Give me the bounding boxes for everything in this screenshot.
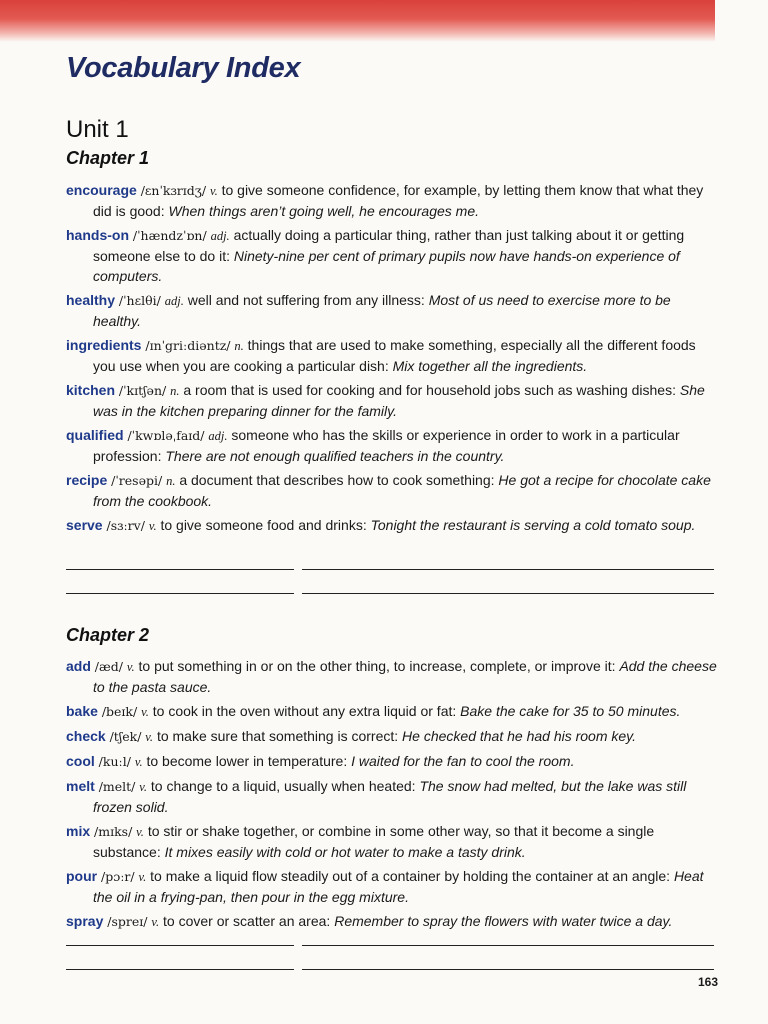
chapter-1-heading: Chapter 1 [66,148,150,168]
entry-healthy [66,290,718,331]
part-of-speech: n. [170,384,180,398]
definition: to stir or shake together, or combine in some other way, so that it become a single substance: [93,823,655,860]
example-sentence: There are not enough qualified teachers in the country. [165,448,505,464]
entry-cool [66,751,718,772]
entry-serve [66,515,718,536]
example-sentence: Mix together all the ingredients. [392,358,588,374]
part-of-speech: v. [151,915,160,929]
pronunciation: /ˈkɪtʃən/ [118,383,167,398]
headword: ingredients [66,337,142,353]
headword: qualified [66,427,124,443]
pronunciation: /melt/ [98,779,136,794]
definition: to give someone food and drinks: [160,517,367,533]
pronunciation: /beɪk/ [101,704,138,719]
unit-heading: Unit 1 [66,116,129,143]
headword: serve [66,517,103,533]
example-sentence: It mixes easily with cold or hot water to make a tasty drink. [164,844,526,860]
pronunciation: /kuːl/ [98,754,131,769]
headword: spray [66,913,104,929]
entry-hands-on [66,225,718,286]
entry-recipe [66,470,718,511]
definition: well and not suffering from any illness: [187,292,425,308]
headword: check [66,728,106,744]
note-line [66,946,294,970]
headword: recipe [66,472,108,488]
definition: to make a liquid flow steadily out of a container by holding the container at an angle: [150,868,671,884]
headword: cool [66,753,95,769]
part-of-speech: v. [139,780,148,794]
note-line-row [66,570,714,594]
part-of-speech: v. [136,825,144,839]
example-sentence: I waited for the fan to cool the room. [351,753,575,769]
entry-mix [66,821,718,862]
part-of-speech: adj. [164,294,184,308]
pronunciation: /ˈkwɒləˌfaɪd/ [127,428,205,443]
headword: encourage [66,182,137,198]
definition: a room that is used for cooking and for household jobs such as washing dishes: [183,382,676,398]
chapter-2-heading: Chapter 2 [66,625,150,645]
example-sentence: Bake the cake for 35 to 50 minutes. [460,703,681,719]
example-sentence: Heat the oil in a frying-pan, then pour in the egg mixture. [93,868,704,905]
definition: to become lower in temperature: [146,753,348,769]
part-of-speech: adj. [208,429,228,443]
note-line [66,570,294,594]
part-of-speech: v. [209,184,218,198]
example-sentence: Tonight the restaurant is serving a cold tomato soup. [370,517,696,533]
note-line [66,922,294,946]
example-sentence: Ninety-nine per cent of primary pupils now have hands-on experience of computers. [93,248,680,284]
example-sentence: He got a recipe for chocolate cake from the cookbook. [93,472,711,509]
part-of-speech: v. [138,870,147,884]
example-sentence: The snow had melted, but the lake was still frozen solid. [93,778,687,815]
example-sentence: Add the cheese to the pasta sauce. [93,658,717,695]
pronunciation: /ˈhɛlθi/ [118,293,161,308]
header-band [0,0,715,42]
headword: melt [66,778,95,794]
definition: to change to a liquid, usually when heated: [150,778,416,794]
entry-qualified [66,425,718,466]
part-of-speech: v. [148,519,157,533]
example-sentence: She was in the kitchen preparing dinner for the family. [93,382,705,419]
note-line [302,946,714,970]
pronunciation: /pɔːr/ [101,869,135,884]
definition: to cook in the oven without any extra liquid or fat: [152,703,457,719]
note-line [66,546,294,570]
part-of-speech: v. [145,730,154,744]
entry-check [66,726,718,747]
definition: to put something in or on the other thing, to increase, complete, or improve it: [138,658,616,674]
note-line [302,546,714,570]
chapter-2-entries [66,656,718,936]
entry-melt [66,776,718,817]
entry-encourage [66,180,718,221]
definition: a document that describes how to cook something: [179,472,495,488]
definition: actually doing a particular thing, rather than just talking about it or getting someone else to do it: [93,227,685,264]
note-line [302,922,714,946]
page-number: 163 [697,975,718,989]
pronunciation: /spreɪ/ [107,914,148,929]
pronunciation: /mɪks/ [94,824,133,839]
pronunciation: /ˈresəpi/ [111,473,163,488]
part-of-speech: n. [166,474,176,488]
note-line-row [66,946,714,970]
entry-add [66,656,718,697]
pronunciation: /æd/ [94,659,123,674]
headword: healthy [66,292,116,308]
definition: things that are used to make something, especially all the different foods you use when you are cooking a particular dish: [93,337,696,374]
note-line [302,570,714,594]
headword: add [66,658,91,674]
chapter-1-entries [66,180,718,540]
chapter-2-note-lines [66,922,714,970]
entry-ingredients [66,335,718,376]
headword: kitchen [66,382,116,398]
note-line-row [66,922,714,946]
definition: to give someone confidence, for example, by letting them know that what they did is good: [93,182,704,219]
chapter-1-note-lines [66,546,714,594]
headword: pour [66,868,98,884]
pronunciation: /ˈhændzˈɒn/ [132,228,207,243]
headword: bake [66,703,98,719]
headword: mix [66,823,91,839]
part-of-speech: adj. [210,229,230,243]
pronunciation: /sɜːrv/ [106,518,145,533]
part-of-speech: v. [126,660,135,674]
pronunciation: /ɛnˈkɜrɪdʒ/ [140,183,207,198]
definition: to make sure that something is correct: [156,728,399,744]
entry-kitchen [66,380,718,421]
example-sentence: Remember to spray the flowers with water twice a day. [334,913,673,929]
entry-pour [66,866,718,907]
example-sentence: Most of us need to exercise more to be healthy. [93,292,671,329]
example-sentence: He checked that he had his room key. [402,728,637,744]
page-title: Vocabulary Index [66,52,301,84]
example-sentence: When things aren’t going well, he encourages me. [168,203,480,219]
part-of-speech: n. [234,339,244,353]
headword: hands-on [66,227,129,243]
pronunciation: /ɪnˈgriːdiəntz/ [145,338,231,353]
definition: someone who has the skills or experience in order to work in a particular profession: [93,427,680,464]
note-line-row [66,546,714,570]
part-of-speech: v. [134,755,143,769]
definition: to cover or scatter an area: [163,913,331,929]
part-of-speech: v. [141,705,149,719]
entry-bake [66,701,718,722]
pronunciation: /tʃek/ [109,729,142,744]
